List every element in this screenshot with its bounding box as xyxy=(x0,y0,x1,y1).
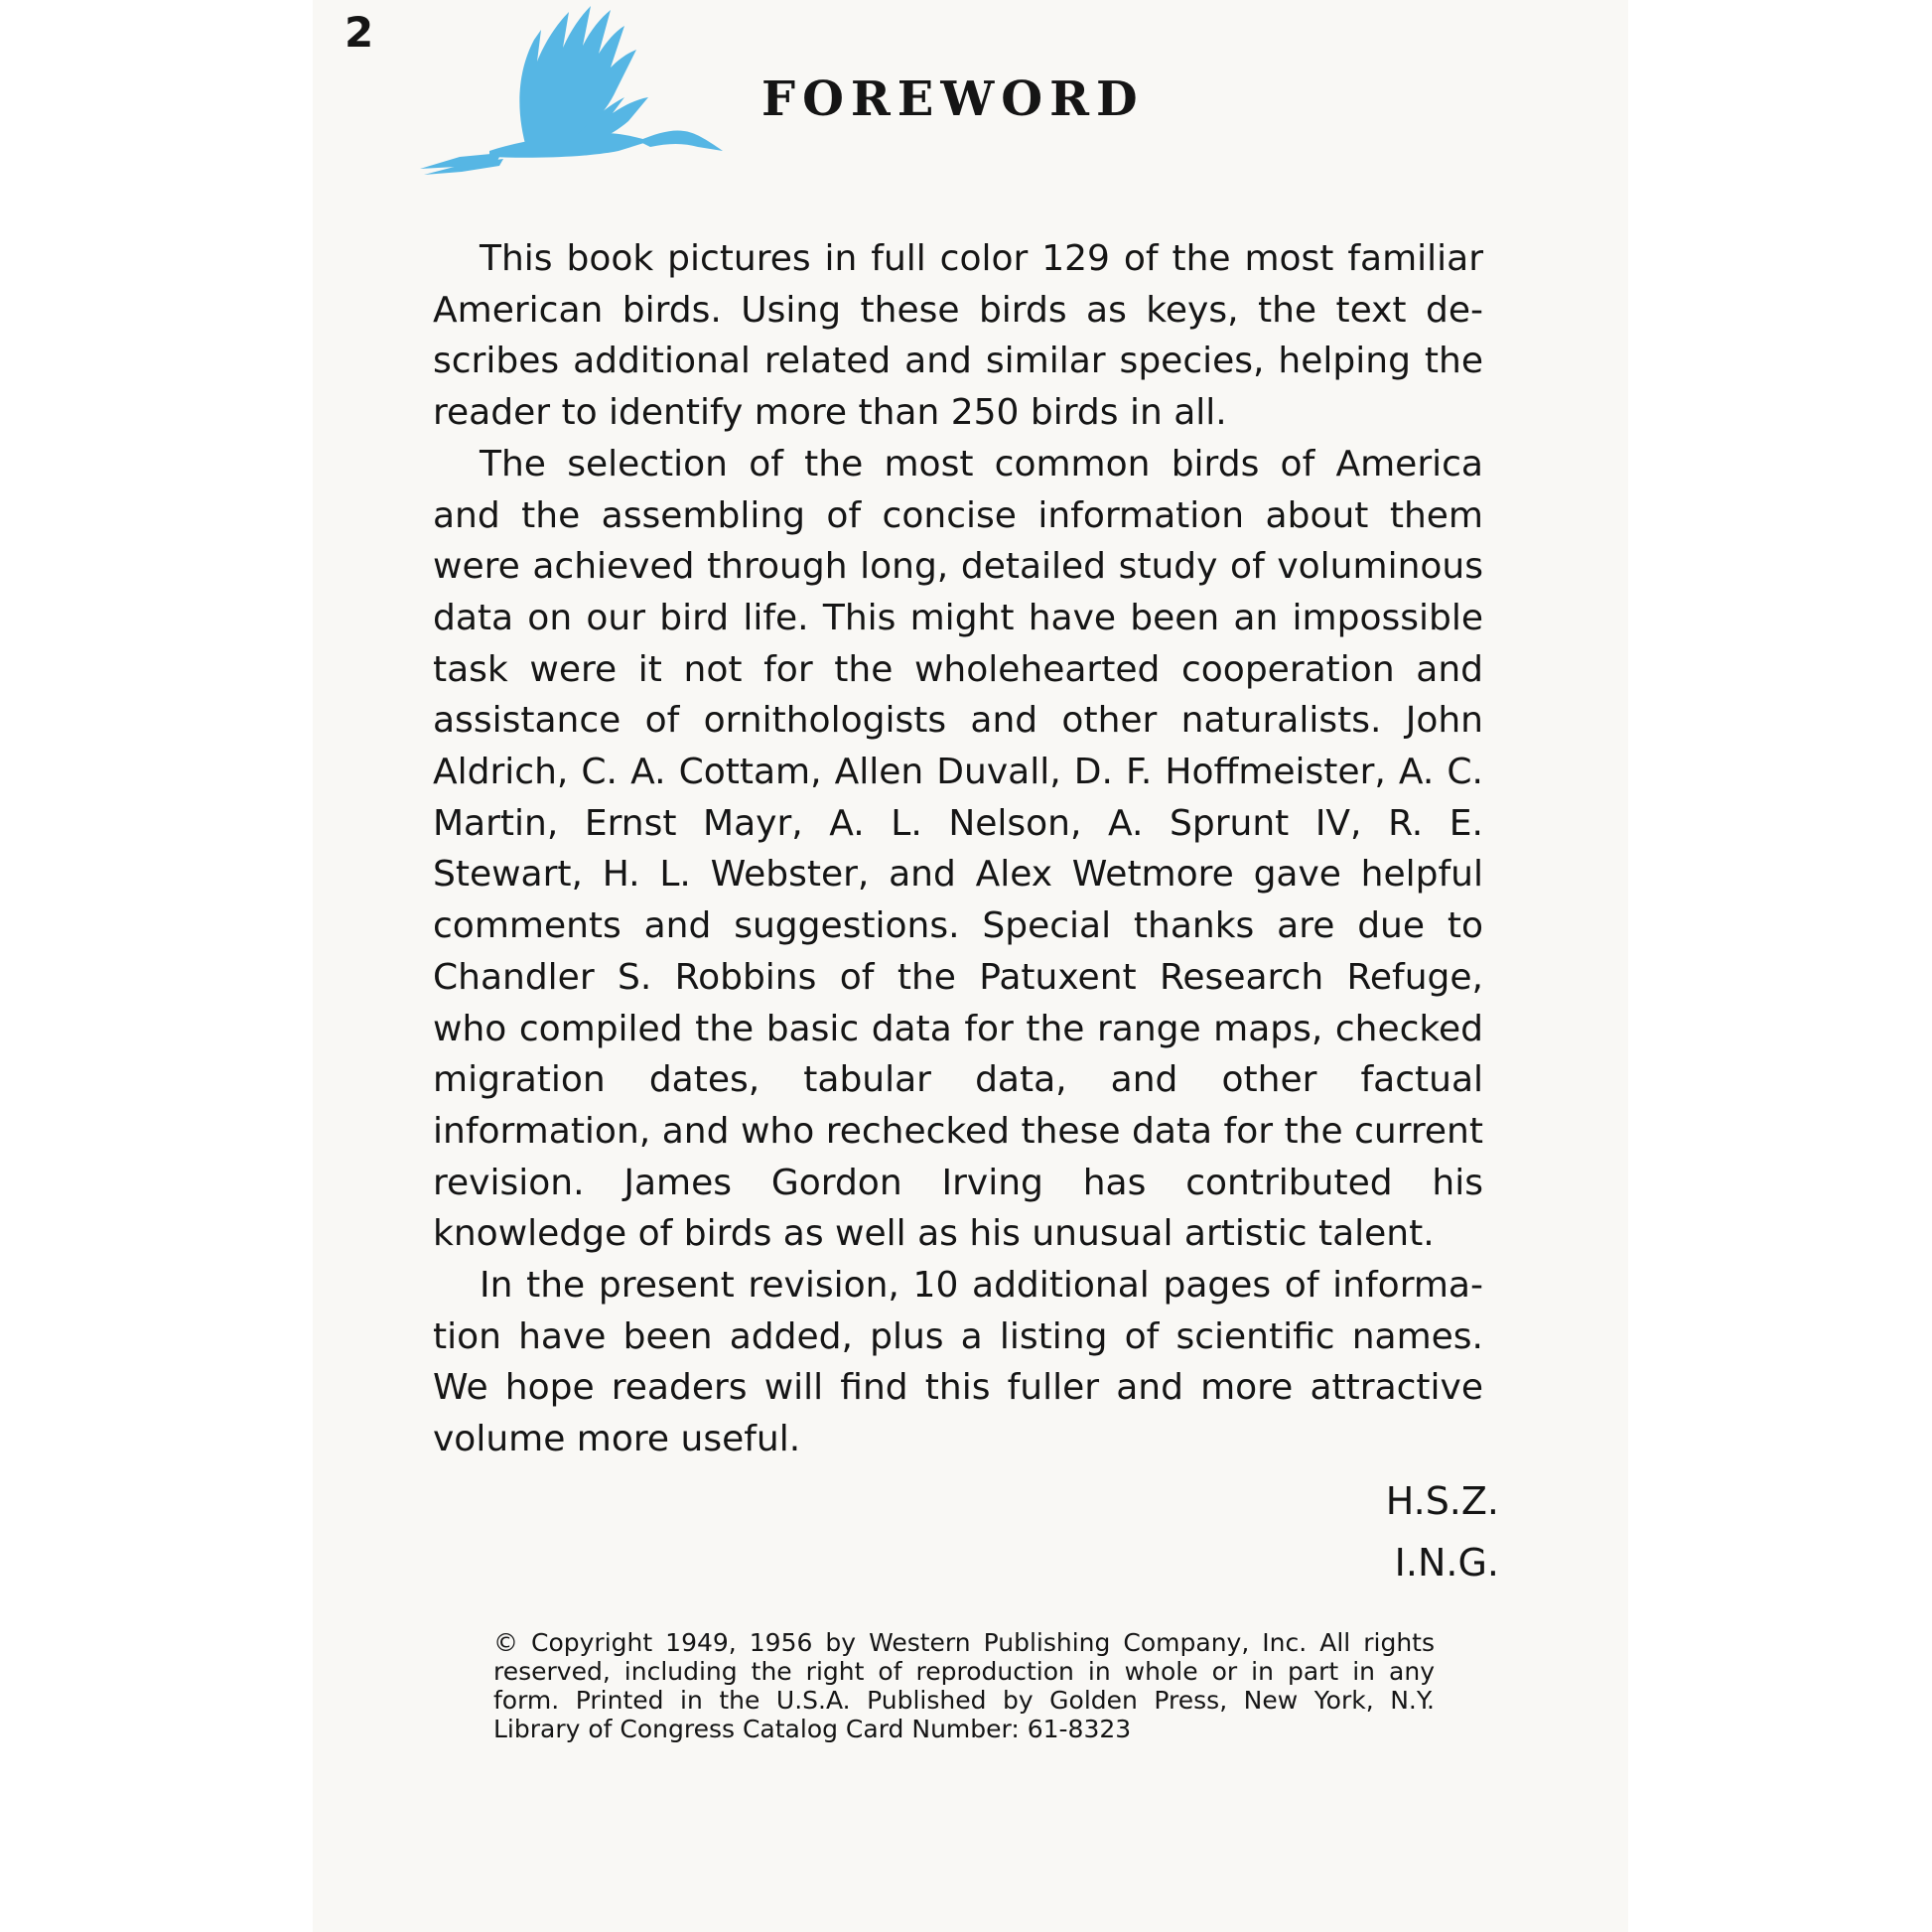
paragraph: In the present revision, 10 additional pages of information have been added, plus a listing of scientific names. We hope readers will find this fuller and more attractive volume more useful. xyxy=(433,1265,1483,1460)
flying-crane-icon xyxy=(420,2,723,176)
signature-initials: I.N.G. xyxy=(1394,1541,1499,1585)
page-number: 2 xyxy=(345,8,374,57)
book-page xyxy=(313,0,1628,1932)
paragraph: This book pictures in full color 129 of the most familiar American birds. Using these birds as keys, the text describes additional related and similar species, helping the reader to identify more than 250 birds in all. xyxy=(433,238,1483,434)
signature-initials: H.S.Z. xyxy=(1385,1479,1499,1523)
page-title: FOREWORD xyxy=(761,71,1145,127)
copyright-notice: © Copyright 1949, 1956 by Western Publishing Company, Inc. All rights reserved, including the right of reproduction in whole or in part in any form. Printed in the U.S.A. Published by Golden Press, New York, N.Y. Library of Congress Catalog Card Number: 61-8323 xyxy=(493,1628,1435,1743)
paragraph: The selection of the most common birds of America and the assembling of concise information about them were achieved through long, detailed study of voluminous data on our bird life. This might have been an impossible task were it not for the wholehearted cooperation and assistance of ornithologists and other naturalists. John Aldrich, C. A. Cottam, Allen Duvall, D. F. Hoffmeister, A. C. Martin, Ernst Mayr, A. L. Nelson, A. Sprunt IV, R. E. Stewart, H. L. Webster, and Alex Wetmore gave helpful comments and suggestions. Special thanks are due to Chandler S. Robbins of the Patuxent Research Refuge, who compiled the basic data for the range maps, checked migration dates, tabular data, and other factual information, and who rechecked these data for the current revision. James Gordon Irving has contributed his knowledge of birds as well as his unusual artistic talent. xyxy=(433,443,1483,1255)
foreword-body xyxy=(433,233,1483,1465)
